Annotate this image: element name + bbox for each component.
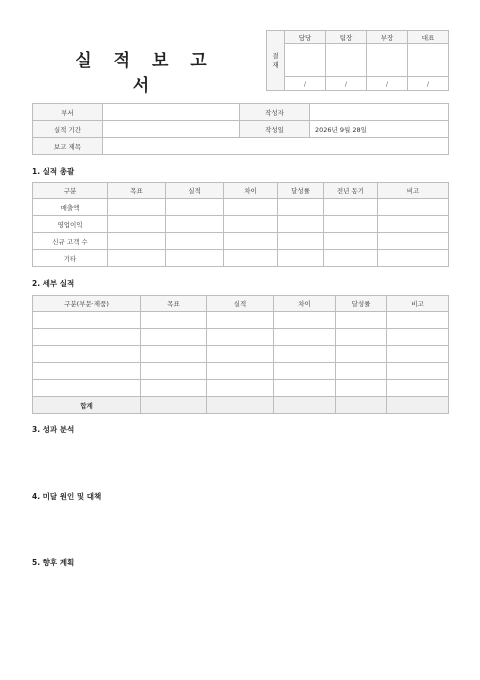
approval-role: 팀장 <box>326 31 367 44</box>
table-cell[interactable] <box>378 199 449 216</box>
section-heading-shortfall: 4. 미달 원인 및 대책 <box>32 492 102 501</box>
date-label: 작성일 <box>240 121 310 138</box>
approval-role: 대표 <box>408 31 449 44</box>
table-cell[interactable] <box>166 233 224 250</box>
table-cell[interactable] <box>336 346 387 363</box>
column-header: 차이 <box>224 183 278 199</box>
table-cell[interactable] <box>207 312 274 329</box>
table-cell[interactable] <box>278 199 324 216</box>
table-cell[interactable] <box>166 216 224 233</box>
table-cell[interactable] <box>108 216 166 233</box>
column-header: 달성률 <box>278 183 324 199</box>
approval-date[interactable]: / <box>285 77 326 91</box>
row-label: 신규 고객 수 <box>33 233 108 250</box>
table-cell[interactable] <box>274 312 336 329</box>
table-cell[interactable] <box>278 233 324 250</box>
column-header: 실적 <box>207 296 274 312</box>
subject-field[interactable] <box>103 138 449 155</box>
column-header: 실적 <box>166 183 224 199</box>
table-cell[interactable] <box>387 346 449 363</box>
signature-box[interactable] <box>326 44 367 77</box>
row-label: 기타 <box>33 250 108 267</box>
table-cell[interactable] <box>33 346 141 363</box>
column-header: 전년 동기 <box>324 183 378 199</box>
author-label: 작성자 <box>240 104 310 121</box>
approval-table <box>266 30 449 91</box>
table-cell[interactable] <box>378 216 449 233</box>
column-header: 달성률 <box>336 296 387 312</box>
table-cell[interactable] <box>336 380 387 397</box>
dept-field[interactable] <box>103 104 240 121</box>
table-cell[interactable] <box>336 312 387 329</box>
table-cell[interactable] <box>324 250 378 267</box>
section-heading-plan: 5. 향후 계획 <box>32 558 75 567</box>
column-header: 목표 <box>141 296 207 312</box>
document-title: 실 적 보 고 서 <box>75 51 215 96</box>
table-cell[interactable] <box>324 199 378 216</box>
period-label: 실적 기간 <box>33 121 103 138</box>
column-header: 비고 <box>387 296 449 312</box>
table-cell[interactable] <box>274 363 336 380</box>
column-header: 비고 <box>378 183 449 199</box>
column-header: 차이 <box>274 296 336 312</box>
table-cell[interactable] <box>224 250 278 267</box>
date-field[interactable]: 2026년 9월 28일 <box>310 121 449 138</box>
table-cell[interactable] <box>274 329 336 346</box>
approval-date[interactable]: / <box>326 77 367 91</box>
table-cell[interactable] <box>387 397 449 414</box>
table-cell[interactable] <box>207 397 274 414</box>
table-cell[interactable] <box>207 363 274 380</box>
section-heading-analysis: 3. 성과 분석 <box>32 425 75 434</box>
subject-label: 보고 제목 <box>33 138 103 155</box>
approval-role: 부장 <box>367 31 408 44</box>
section-heading-summary: 1. 실적 총괄 <box>32 167 75 176</box>
table-cell[interactable] <box>108 233 166 250</box>
total-label: 합계 <box>33 397 141 414</box>
signature-box[interactable] <box>285 44 326 77</box>
table-cell[interactable] <box>33 329 141 346</box>
table-cell[interactable] <box>274 346 336 363</box>
table-row <box>33 199 449 216</box>
table-cell[interactable] <box>141 346 207 363</box>
detail-table <box>32 295 449 414</box>
section-heading-detail: 2. 세부 실적 <box>32 279 75 288</box>
approval-date[interactable]: / <box>408 77 449 91</box>
table-cell[interactable] <box>387 363 449 380</box>
approval-date[interactable]: / <box>367 77 408 91</box>
table-row <box>33 250 449 267</box>
table-cell[interactable] <box>324 216 378 233</box>
table-cell[interactable] <box>207 380 274 397</box>
table-cell[interactable] <box>278 250 324 267</box>
table-cell[interactable] <box>378 250 449 267</box>
table-row <box>33 346 449 363</box>
signature-box[interactable] <box>367 44 408 77</box>
table-cell[interactable] <box>387 380 449 397</box>
table-cell[interactable] <box>141 312 207 329</box>
table-cell[interactable] <box>336 363 387 380</box>
author-field[interactable] <box>310 104 449 121</box>
table-cell[interactable] <box>336 329 387 346</box>
table-row <box>33 363 449 380</box>
table-row <box>33 329 449 346</box>
table-cell[interactable] <box>224 199 278 216</box>
total-row <box>33 397 449 414</box>
approval-role: 담당 <box>285 31 326 44</box>
table-row <box>33 380 449 397</box>
table-row <box>33 312 449 329</box>
approval-side-label: 결 재 <box>267 31 285 91</box>
table-cell[interactable] <box>387 312 449 329</box>
table-cell[interactable] <box>378 233 449 250</box>
table-cell[interactable] <box>274 380 336 397</box>
table-cell[interactable] <box>33 363 141 380</box>
table-cell[interactable] <box>278 216 324 233</box>
table-cell[interactable] <box>33 312 141 329</box>
table-cell[interactable] <box>108 250 166 267</box>
table-cell[interactable] <box>274 397 336 414</box>
row-label: 매출액 <box>33 199 108 216</box>
period-field[interactable] <box>103 121 240 138</box>
table-cell[interactable] <box>207 346 274 363</box>
table-cell[interactable] <box>141 363 207 380</box>
summary-table <box>32 182 449 267</box>
table-cell[interactable] <box>141 329 207 346</box>
table-cell[interactable] <box>387 329 449 346</box>
column-header: 구분(부문·제품) <box>33 296 141 312</box>
dept-label: 부서 <box>33 104 103 121</box>
table-cell[interactable] <box>141 380 207 397</box>
table-row <box>33 216 449 233</box>
table-cell[interactable] <box>224 233 278 250</box>
table-cell[interactable] <box>108 199 166 216</box>
column-header: 목표 <box>108 183 166 199</box>
table-cell[interactable] <box>324 233 378 250</box>
row-label: 영업이익 <box>33 216 108 233</box>
table-cell[interactable] <box>141 397 207 414</box>
table-cell[interactable] <box>224 216 278 233</box>
table-cell[interactable] <box>33 380 141 397</box>
table-cell[interactable] <box>336 397 387 414</box>
signature-box[interactable] <box>408 44 449 77</box>
table-cell[interactable] <box>166 199 224 216</box>
table-cell[interactable] <box>166 250 224 267</box>
table-row <box>33 233 449 250</box>
table-cell[interactable] <box>207 329 274 346</box>
column-header: 구분 <box>33 183 108 199</box>
info-table <box>32 103 449 155</box>
